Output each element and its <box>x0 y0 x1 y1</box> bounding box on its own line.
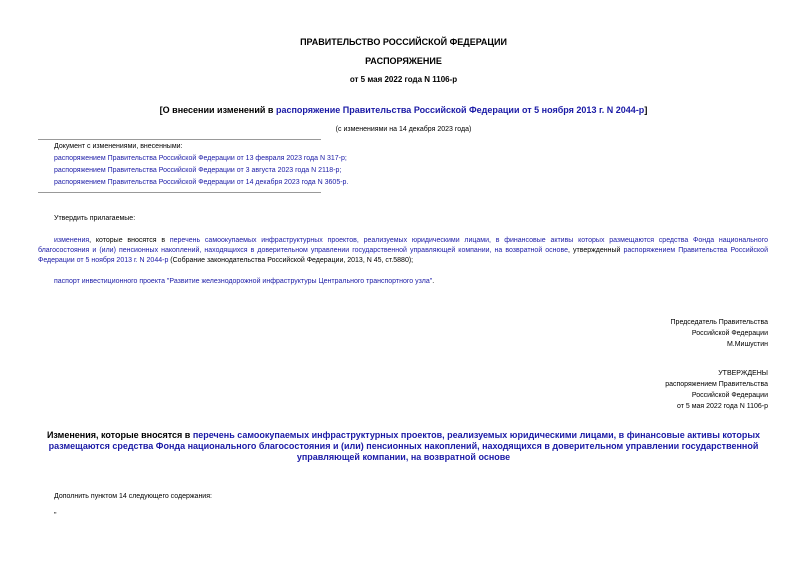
quote-mark: " <box>54 512 57 519</box>
decree-link[interactable]: распоряжением Правительства Российской Федерации от 5 ноября 2013 г. N 2044-р <box>38 247 768 264</box>
signature-line-1: Председатель Правительства <box>670 319 768 326</box>
amendment-link-1[interactable]: распоряжением Правительства Российской Федерации от 13 февраля 2023 года N 317-р; <box>54 155 347 162</box>
org-title: ПРАВИТЕЛЬСТВО РОССИЙСКОЙ ФЕДЕРАЦИИ <box>300 37 507 47</box>
p1-text-2: , утвержденный <box>567 247 624 254</box>
title-link[interactable]: распоряжение Правительства Российской Федерации от 5 ноября 2013 г. N 2044-р <box>275 105 645 115</box>
changes-title-link[interactable]: перечень самоокупаемых инфраструктурных проектов, реализуемых юридическими лицами, в финансовые активы которых размещаются средства Фонда национального благосостояния и (или) пенсионных накоплений, находящихся в доверительном управлении государственной управляющей компании, на возвратной основе <box>48 430 761 462</box>
approved-block <box>665 369 768 412</box>
approved-line-3: Российской Федерации <box>691 392 768 399</box>
p1-text-1: , которые вносятся в <box>89 237 170 244</box>
divider-top <box>38 139 321 140</box>
amendment-link-2[interactable]: распоряжением Правительства Российской Федерации от 3 августа 2023 года N 2118-р; <box>54 167 342 174</box>
doc-title <box>0 105 807 115</box>
approved-line-2: распоряжением Правительства <box>665 381 768 388</box>
revision-note: (с изменениями на 14 декабря 2023 года) <box>335 126 472 133</box>
p2-end: . <box>432 278 435 285</box>
paragraph-1 <box>38 236 768 266</box>
title-suffix: ] <box>644 105 648 115</box>
changes-title-prefix: Изменения, которые вносятся в <box>46 430 193 440</box>
doc-date-number: от 5 мая 2022 года N 1106-р <box>349 75 458 84</box>
amendment-link-3[interactable]: распоряжением Правительства Российской Федерации от 14 декабря 2023 года N 3605-р. <box>54 179 349 186</box>
signature-name: М.Мишустин <box>726 341 768 348</box>
p1-text-3: (Собрание законодательства Российской Федерации, 2013, N 45, ст.5880); <box>168 257 414 264</box>
amendments-heading: Документ с изменениями, внесенными: <box>54 143 183 150</box>
paragraph-2 <box>54 277 434 287</box>
passport-link[interactable]: паспорт инвестиционного проекта "Развитие железнодорожной инфраструктуры Центрального транспортного узла" <box>54 278 433 285</box>
signature-line-2: Российской Федерации <box>691 330 768 337</box>
supplement-text: Дополнить пунктом 14 следующего содержания: <box>54 493 212 500</box>
doc-type: РАСПОРЯЖЕНИЕ <box>365 56 442 66</box>
list-link[interactable]: перечень самоокупаемых инфраструктурных проектов, реализуемых юридическими лицами, в финансовые активы которых размещаются средства Фонда национального благосостояния и (или) пенсионных накоплений, находящихся в доверительном управлении государственной управляющей компании, на возвратной основе <box>38 237 768 254</box>
approved-line-1: УТВЕРЖДЕНЫ <box>718 370 768 377</box>
divider-bottom <box>38 192 321 193</box>
title-prefix: [О внесении изменений в <box>159 105 276 115</box>
approved-line-4: от 5 мая 2022 года N 1106-р <box>676 403 768 410</box>
signature-block <box>671 318 768 350</box>
approve-text: Утвердить прилагаемые: <box>54 215 136 222</box>
changes-title <box>46 430 761 463</box>
changes-link[interactable]: изменения <box>54 237 90 244</box>
